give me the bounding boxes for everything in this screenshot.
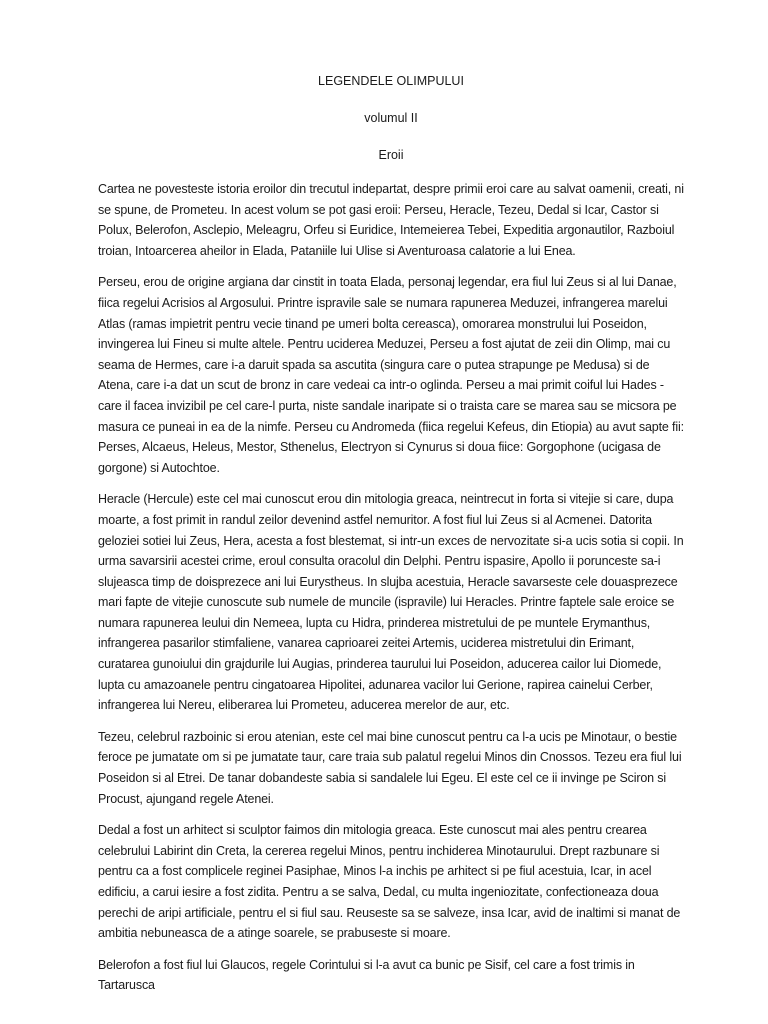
volume-label: volumul II: [364, 111, 418, 125]
paragraph-belerofon: Belerofon a fost fiul lui Glaucos, regele Corintului si l-a avut ca bunic pe Sisif, cel care a fost trimis in Tartarusca: [98, 957, 635, 993]
paragraph-dedal: Dedal a fost un arhitect si sculptor faimos din mitologia greaca. Este cunoscut mai ales pentru crearea celebrului Labirint din Creta, la cererea regelui Minos, pentru inchiderea Minotaurului. Drept razbunare si pentru ca a fost complicele reginei Pasiphae, Minos l-a inchis pe arhitect si pe fiul acestuia, Icar, in acel edificiu, a carui iesire a fost zidita. Pentru a se salva, Dedal, cu multa ingeniozitate, confectioneaza doua perechi de aripi artificiale, pentru el si fiul sau. Reuseste sa se salveze, insa Icar, avid de inaltimi si manat de ambitia nebuneasca de a atinge soarele, se prabuseste si moare.: [98, 823, 681, 941]
paragraph-intro: Cartea ne povesteste istoria eroilor din trecutul indepartat, despre primii eroi care au salvat oamenii, creati, ni se spune, de Prometeu. In acest volum se pot gasi eroii: Perseu, Heracle, Tezeu, Dedal si Icar, Castor si Polux, Belerofon, Asclepio, Meleagru, Orfeu si Euridice, Intemeierea Tebei, Expeditia argonautilor, Razboiul troian, Intoarcerea aheilor in Elada, Pataniile lui Ulise si Aventuroasa calatorie a lui Enea.: [98, 182, 684, 258]
document-title: LEGENDELE OLIMPULUI: [318, 74, 464, 88]
body-text: [98, 179, 684, 996]
document-subtitle: Eroii: [378, 148, 404, 162]
paragraph-perseu: Perseu, erou de origine argiana dar cinstit in toata Elada, personaj legendar, era fiul lui Zeus si al lui Danae, fiica regelui Acrisios al Argosului. Printre ispravile sale se numara rapunerea Meduzei, infrangerea marelui Atlas (ramas impietrit pentru vecie tinand pe umeri bolta cereasca), omorarea monstrului lui Poseidon, invingerea lui Fineu si multe altele. Pentru uciderea Meduzei, Perseu a fost ajutat de zeii din Olimp, mai cu seama de Hermes, care i-a daruit spada sa ascutita (singura care o putea strapunge pe Medusa) si de Atena, care i-a dat un scut de bronz in care vedeai ca intr-o oglinda. Perseu a mai primit coiful lui Hades - care il facea invizibil pe cel care-l purta, niste sandale inaripate si o traista care se marea sau se micsora pe masura ce puneai in ea de la nimfe. Perseu cu Andromeda (fiica regelui Kefeus, din Etiopia) au avut sapte fii: Perses, Alcaeus, Heleus, Mestor, Sthenelus, Electryon si Cynurus si doua fiice: Gorgophone (ucigasa de gorgone) si Autochtoe.: [98, 275, 684, 475]
paragraph-tezeu: Tezeu, celebrul razboinic si erou atenian, este cel mai bine cunoscut pentru ca l-a ucis pe Minotaur, o bestie feroce pe jumatate om si pe jumatate taur, care traia sub palatul regelui Minos din Cnossos. Tezeu era fiul lui Poseidon si al Etrei. De tanar dobandeste sabia si sandalele lui Egeu. El este cel ce ii invinge pe Sciron si Procust, ajungand regele Atenei.: [98, 729, 682, 806]
paragraph-heracle: Heracle (Hercule) este cel mai cunoscut erou din mitologia greaca, neintrecut in forta si vitejie si care, dupa moarte, a fost primit in randul zeilor devenind astfel nemuritor. A fost fiul lui Zeus si al Acmenei. Datorita geloziei sotiei lui Zeus, Hera, acesta a fost blestemat, si intr-un exces de nervozitate si-a ucis sotia si copii. In urma savarsirii acestei crime, eroul consulta oracolul din Delphi. Pentru ispasire, Apollo ii porunceste sa-i slujeasca timp de doisprezece ani lui Eurystheus. In slujba acestuia, Heracle savarseste cele douasprezece mari fapte de vitejie cunoscute sub numele de muncile (ispravile) lui Heracles. Printre faptele sale eroice se numara rapunerea leului din Nemeea, lupta cu Hidra, prinderea mistretului de pe muntele Erymanthus, infrangerea pasarilor stimfaliene, vanarea caprioarei zeitei Artemis, uciderea mistretului din Erimant, curatarea gunoiului din grajdurile lui Augias, prinderea taurului lui Poseidon, aducerea cailor lui Diomede, lupta cu amazoanele pentru cingatoarea Hipolitei, adunarea vacilor lui Gerione, rapirea cainelui Cerber, infrangerea lui Nereu, eliberarea lui Prometeu, aducerea merelor de aur, etc.: [98, 492, 684, 713]
